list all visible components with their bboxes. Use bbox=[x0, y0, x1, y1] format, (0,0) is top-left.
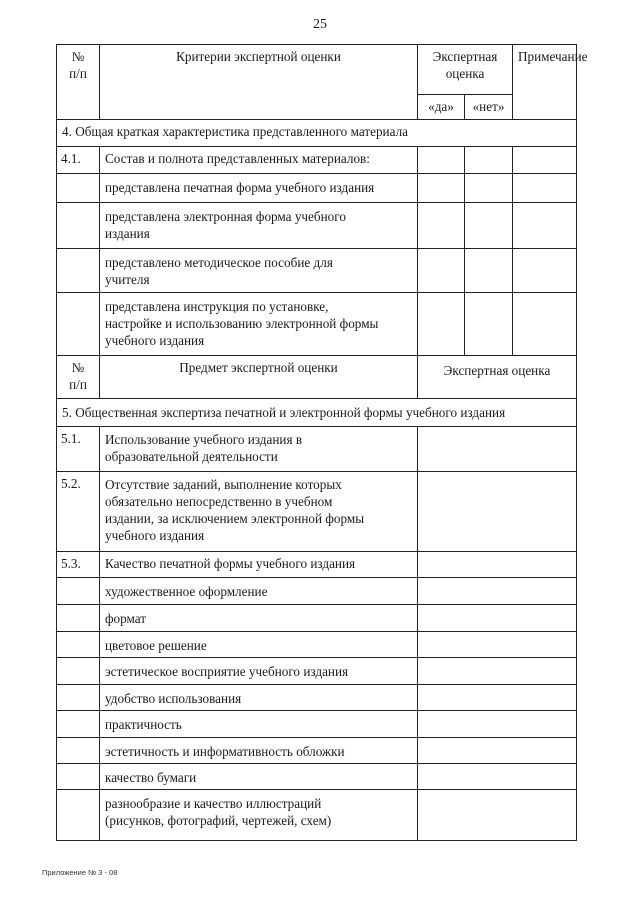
row-criterion: эстетическое восприятие учебного издания bbox=[100, 658, 418, 685]
header-num-2: № п/п bbox=[57, 356, 100, 399]
header-yes: «да» bbox=[418, 95, 465, 120]
row-num: 5.1. bbox=[57, 427, 100, 472]
row-num bbox=[57, 790, 100, 840]
row-num: 5.2. bbox=[57, 472, 100, 552]
expert-evaluation-table bbox=[56, 44, 588, 841]
row-criterion: Использование учебного издания в образовательной деятельности bbox=[100, 427, 418, 472]
row-num bbox=[57, 203, 100, 249]
no-cell bbox=[465, 174, 513, 203]
note-cell bbox=[513, 174, 576, 203]
row-criterion: удобство использования bbox=[100, 685, 418, 711]
row-criterion: эстетичность и информативность обложки bbox=[100, 738, 418, 764]
no-cell bbox=[465, 203, 513, 249]
header-note: Примечание bbox=[513, 45, 576, 120]
no-cell bbox=[465, 293, 513, 356]
evaluation-cell bbox=[418, 658, 576, 685]
row-num bbox=[57, 711, 100, 738]
header-num: № п/п bbox=[57, 45, 100, 120]
row-criterion: разнообразие и качество иллюстраций (рисунков, фотографий, чертежей, схем) bbox=[100, 790, 418, 840]
row-num: 5.3. bbox=[57, 552, 100, 578]
row-criterion: представлена электронная форма учебного издания bbox=[100, 203, 418, 249]
evaluation-cell bbox=[418, 632, 576, 658]
no-cell bbox=[465, 147, 513, 174]
row-criterion: Отсутствие заданий, выполнение которых обязательно непосредственно в учебном издании, за исключением электронной формы учебного издания bbox=[100, 472, 418, 552]
no-cell bbox=[465, 249, 513, 293]
evaluation-cell bbox=[418, 427, 576, 472]
row-num bbox=[57, 764, 100, 790]
header-no: «нет» bbox=[465, 95, 513, 120]
row-num bbox=[57, 605, 100, 632]
evaluation-cell bbox=[418, 472, 576, 552]
row-num: 4.1. bbox=[57, 147, 100, 174]
yes-cell bbox=[418, 203, 465, 249]
row-num bbox=[57, 632, 100, 658]
row-criterion: представлена инструкция по установке, настройке и использованию электронной формы учебного издания bbox=[100, 293, 418, 356]
row-criterion: представлено методическое пособие для учителя bbox=[100, 249, 418, 293]
yes-cell bbox=[418, 147, 465, 174]
row-num bbox=[57, 685, 100, 711]
row-criterion: художественное оформление bbox=[100, 578, 418, 605]
yes-cell bbox=[418, 249, 465, 293]
row-criterion: качество бумаги bbox=[100, 764, 418, 790]
header-criteria: Критерии экспертной оценки bbox=[100, 45, 418, 120]
evaluation-cell bbox=[418, 764, 576, 790]
note-cell bbox=[513, 203, 576, 249]
evaluation-cell bbox=[418, 578, 576, 605]
row-num bbox=[57, 658, 100, 685]
note-cell bbox=[513, 147, 576, 174]
row-criterion: Качество печатной формы учебного издания bbox=[100, 552, 418, 578]
header-evaluation-2: Экспертная оценка bbox=[418, 356, 576, 399]
row-criterion: формат bbox=[100, 605, 418, 632]
row-criterion: цветовое решение bbox=[100, 632, 418, 658]
note-cell bbox=[513, 249, 576, 293]
evaluation-cell bbox=[418, 711, 576, 738]
section-4-title: 4. Общая краткая характеристика представленного материала bbox=[57, 120, 576, 147]
row-num bbox=[57, 578, 100, 605]
section-5-title: 5. Общественная экспертиза печатной и электронной формы учебного издания bbox=[57, 399, 576, 427]
note-cell bbox=[513, 293, 576, 356]
row-criterion: практичность bbox=[100, 711, 418, 738]
evaluation-cell bbox=[418, 790, 576, 840]
header-evaluation: Экспертная оценка bbox=[418, 45, 513, 95]
evaluation-cell bbox=[418, 685, 576, 711]
row-num bbox=[57, 738, 100, 764]
row-criterion: Состав и полнота представленных материалов: bbox=[100, 147, 418, 174]
yes-cell bbox=[418, 293, 465, 356]
page-number: 25 bbox=[313, 17, 327, 32]
row-num bbox=[57, 249, 100, 293]
evaluation-cell bbox=[418, 552, 576, 578]
row-criterion: представлена печатная форма учебного издания bbox=[100, 174, 418, 203]
header-subject: Предмет экспертной оценки bbox=[100, 356, 418, 399]
row-num bbox=[57, 174, 100, 203]
yes-cell bbox=[418, 174, 465, 203]
row-num bbox=[57, 293, 100, 356]
evaluation-cell bbox=[418, 605, 576, 632]
evaluation-cell bbox=[418, 738, 576, 764]
footer-note: Приложение № 3 - 08 bbox=[42, 868, 118, 877]
